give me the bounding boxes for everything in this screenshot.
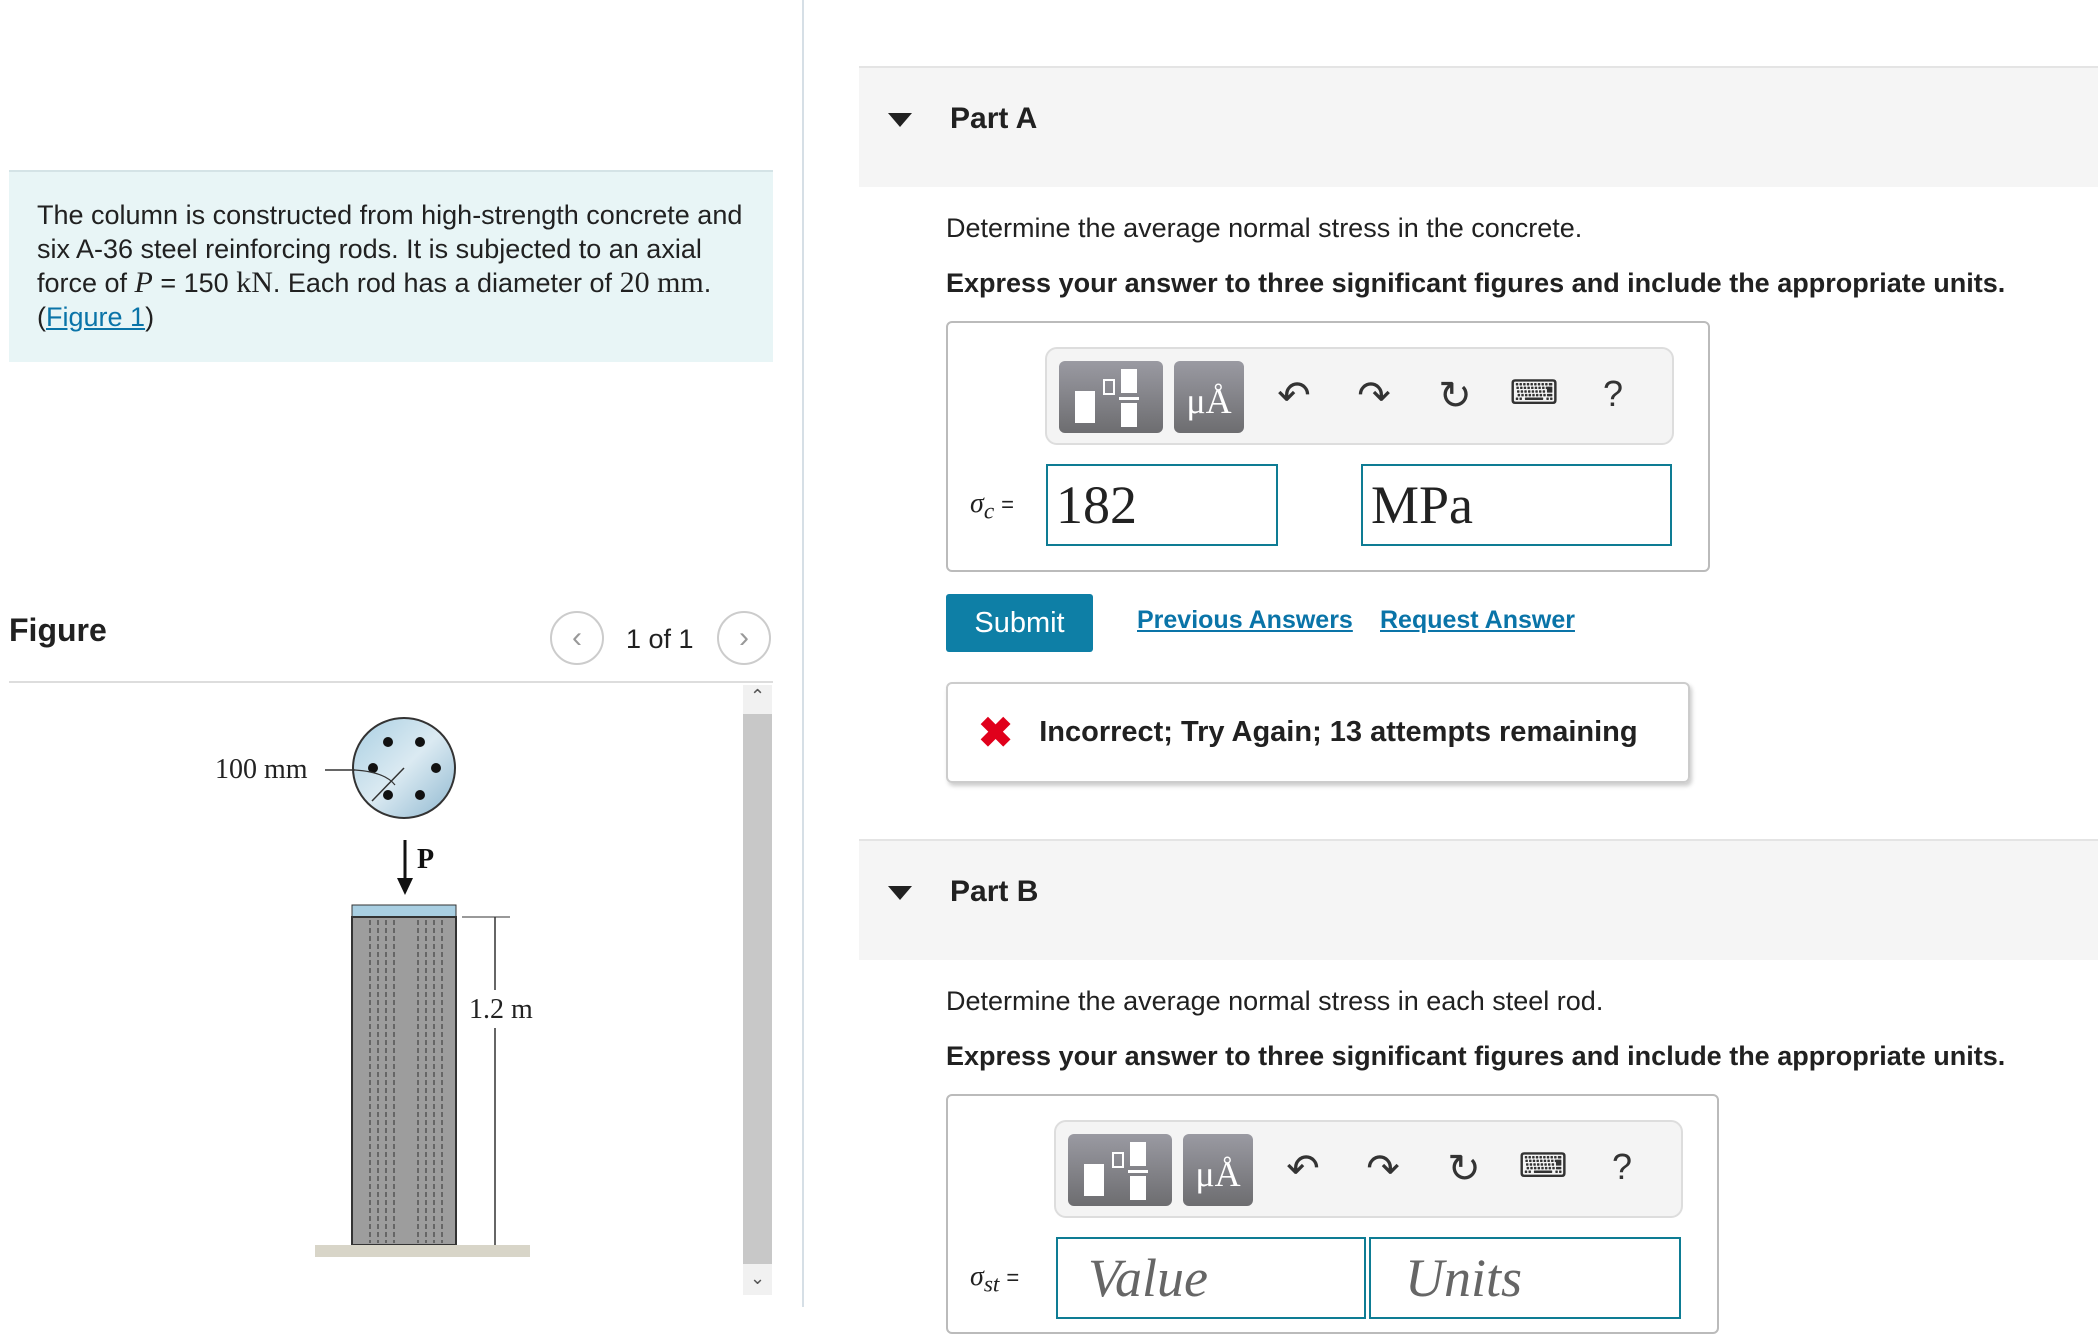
sigma-c-label: $\sigma_c$ = bbox=[970, 488, 1015, 525]
problem-statement: The column is constructed from high-strength concrete and six A-36 steel reinforcing rods. It is subjected to an axial force of P = 150 kN. Each rod has a diameter of 20 mm. (Figure 1) bbox=[9, 170, 773, 362]
pane-divider[interactable] bbox=[802, 0, 804, 1307]
value-input[interactable]: 182 bbox=[1046, 464, 1278, 546]
scroll-down-icon[interactable]: ⌄ bbox=[749, 1268, 766, 1288]
scrollbar-thumb[interactable] bbox=[743, 714, 772, 1264]
templates-button[interactable] bbox=[1068, 1134, 1172, 1206]
part-b-header[interactable] bbox=[859, 839, 2098, 960]
help-icon[interactable]: ? bbox=[1602, 373, 1624, 414]
scroll-up-icon[interactable]: ⌃ bbox=[749, 686, 766, 706]
units-input[interactable]: MPa bbox=[1361, 464, 1672, 546]
previous-figure-button[interactable] bbox=[550, 611, 604, 665]
error-x-icon: ✖ bbox=[978, 709, 1014, 756]
undo-icon[interactable]: ↶ bbox=[1286, 1147, 1320, 1191]
submit-button[interactable]: Submit bbox=[946, 594, 1093, 652]
units-input[interactable]: Units bbox=[1369, 1237, 1681, 1319]
part-a-answer-box bbox=[946, 321, 1710, 572]
part-b-title: Part B bbox=[950, 875, 1039, 908]
units-button[interactable]: μÅ bbox=[1174, 361, 1244, 433]
column-figure bbox=[200, 690, 600, 1270]
keyboard-icon[interactable]: ⌨ bbox=[1518, 1147, 1568, 1185]
chevron-right-icon: › bbox=[739, 621, 749, 654]
part-a-title: Part A bbox=[950, 102, 1038, 135]
redo-icon[interactable]: ↷ bbox=[1366, 1147, 1400, 1191]
divider bbox=[9, 681, 773, 683]
column bbox=[352, 917, 456, 1245]
part-b-question: Determine the average normal stress in each steel rod. bbox=[946, 986, 1604, 1016]
templates-button[interactable] bbox=[1059, 361, 1163, 433]
sigma-st-label: $\sigma_{st}$ = bbox=[970, 1261, 1020, 1298]
chevron-left-icon: ‹ bbox=[572, 621, 582, 654]
help-icon[interactable]: ? bbox=[1611, 1146, 1633, 1187]
height-label: 1.2 m bbox=[469, 994, 533, 1025]
next-figure-button[interactable] bbox=[717, 611, 771, 665]
undo-icon[interactable]: ↶ bbox=[1277, 374, 1311, 418]
figure-link[interactable]: Figure 1 bbox=[46, 302, 146, 332]
part-b-instruction: Express your answer to three significant figures and include the appropriate units. bbox=[946, 1041, 2006, 1071]
figure-pager: 1 of 1 bbox=[626, 624, 694, 654]
figure-title: Figure bbox=[9, 612, 107, 648]
part-a-instruction: Express your answer to three significant figures and include the appropriate units. bbox=[946, 268, 2006, 298]
math-toolbar bbox=[1045, 347, 1674, 445]
value-input[interactable]: Value bbox=[1056, 1237, 1366, 1319]
reset-icon[interactable]: ↻ bbox=[1447, 1147, 1481, 1191]
load-label: P bbox=[417, 844, 435, 875]
part-a-header[interactable] bbox=[859, 66, 2098, 187]
redo-icon[interactable]: ↷ bbox=[1357, 374, 1391, 418]
collapse-triangle-icon[interactable] bbox=[888, 886, 912, 900]
previous-answers-link[interactable]: Previous Answers bbox=[1137, 606, 1353, 634]
request-answer-link[interactable]: Request Answer bbox=[1380, 606, 1575, 634]
feedback-message: ✖ Incorrect; Try Again; 13 attempts remaining bbox=[946, 682, 1690, 783]
units-button[interactable]: μÅ bbox=[1183, 1134, 1253, 1206]
keyboard-icon[interactable]: ⌨ bbox=[1509, 374, 1559, 412]
part-b-answer-box bbox=[946, 1094, 1719, 1334]
math-toolbar bbox=[1054, 1120, 1683, 1218]
part-a-question: Determine the average normal stress in the concrete. bbox=[946, 213, 1583, 243]
reset-icon[interactable]: ↻ bbox=[1438, 374, 1472, 418]
diameter-label: 100 mm bbox=[215, 754, 308, 785]
collapse-triangle-icon[interactable] bbox=[888, 113, 912, 127]
